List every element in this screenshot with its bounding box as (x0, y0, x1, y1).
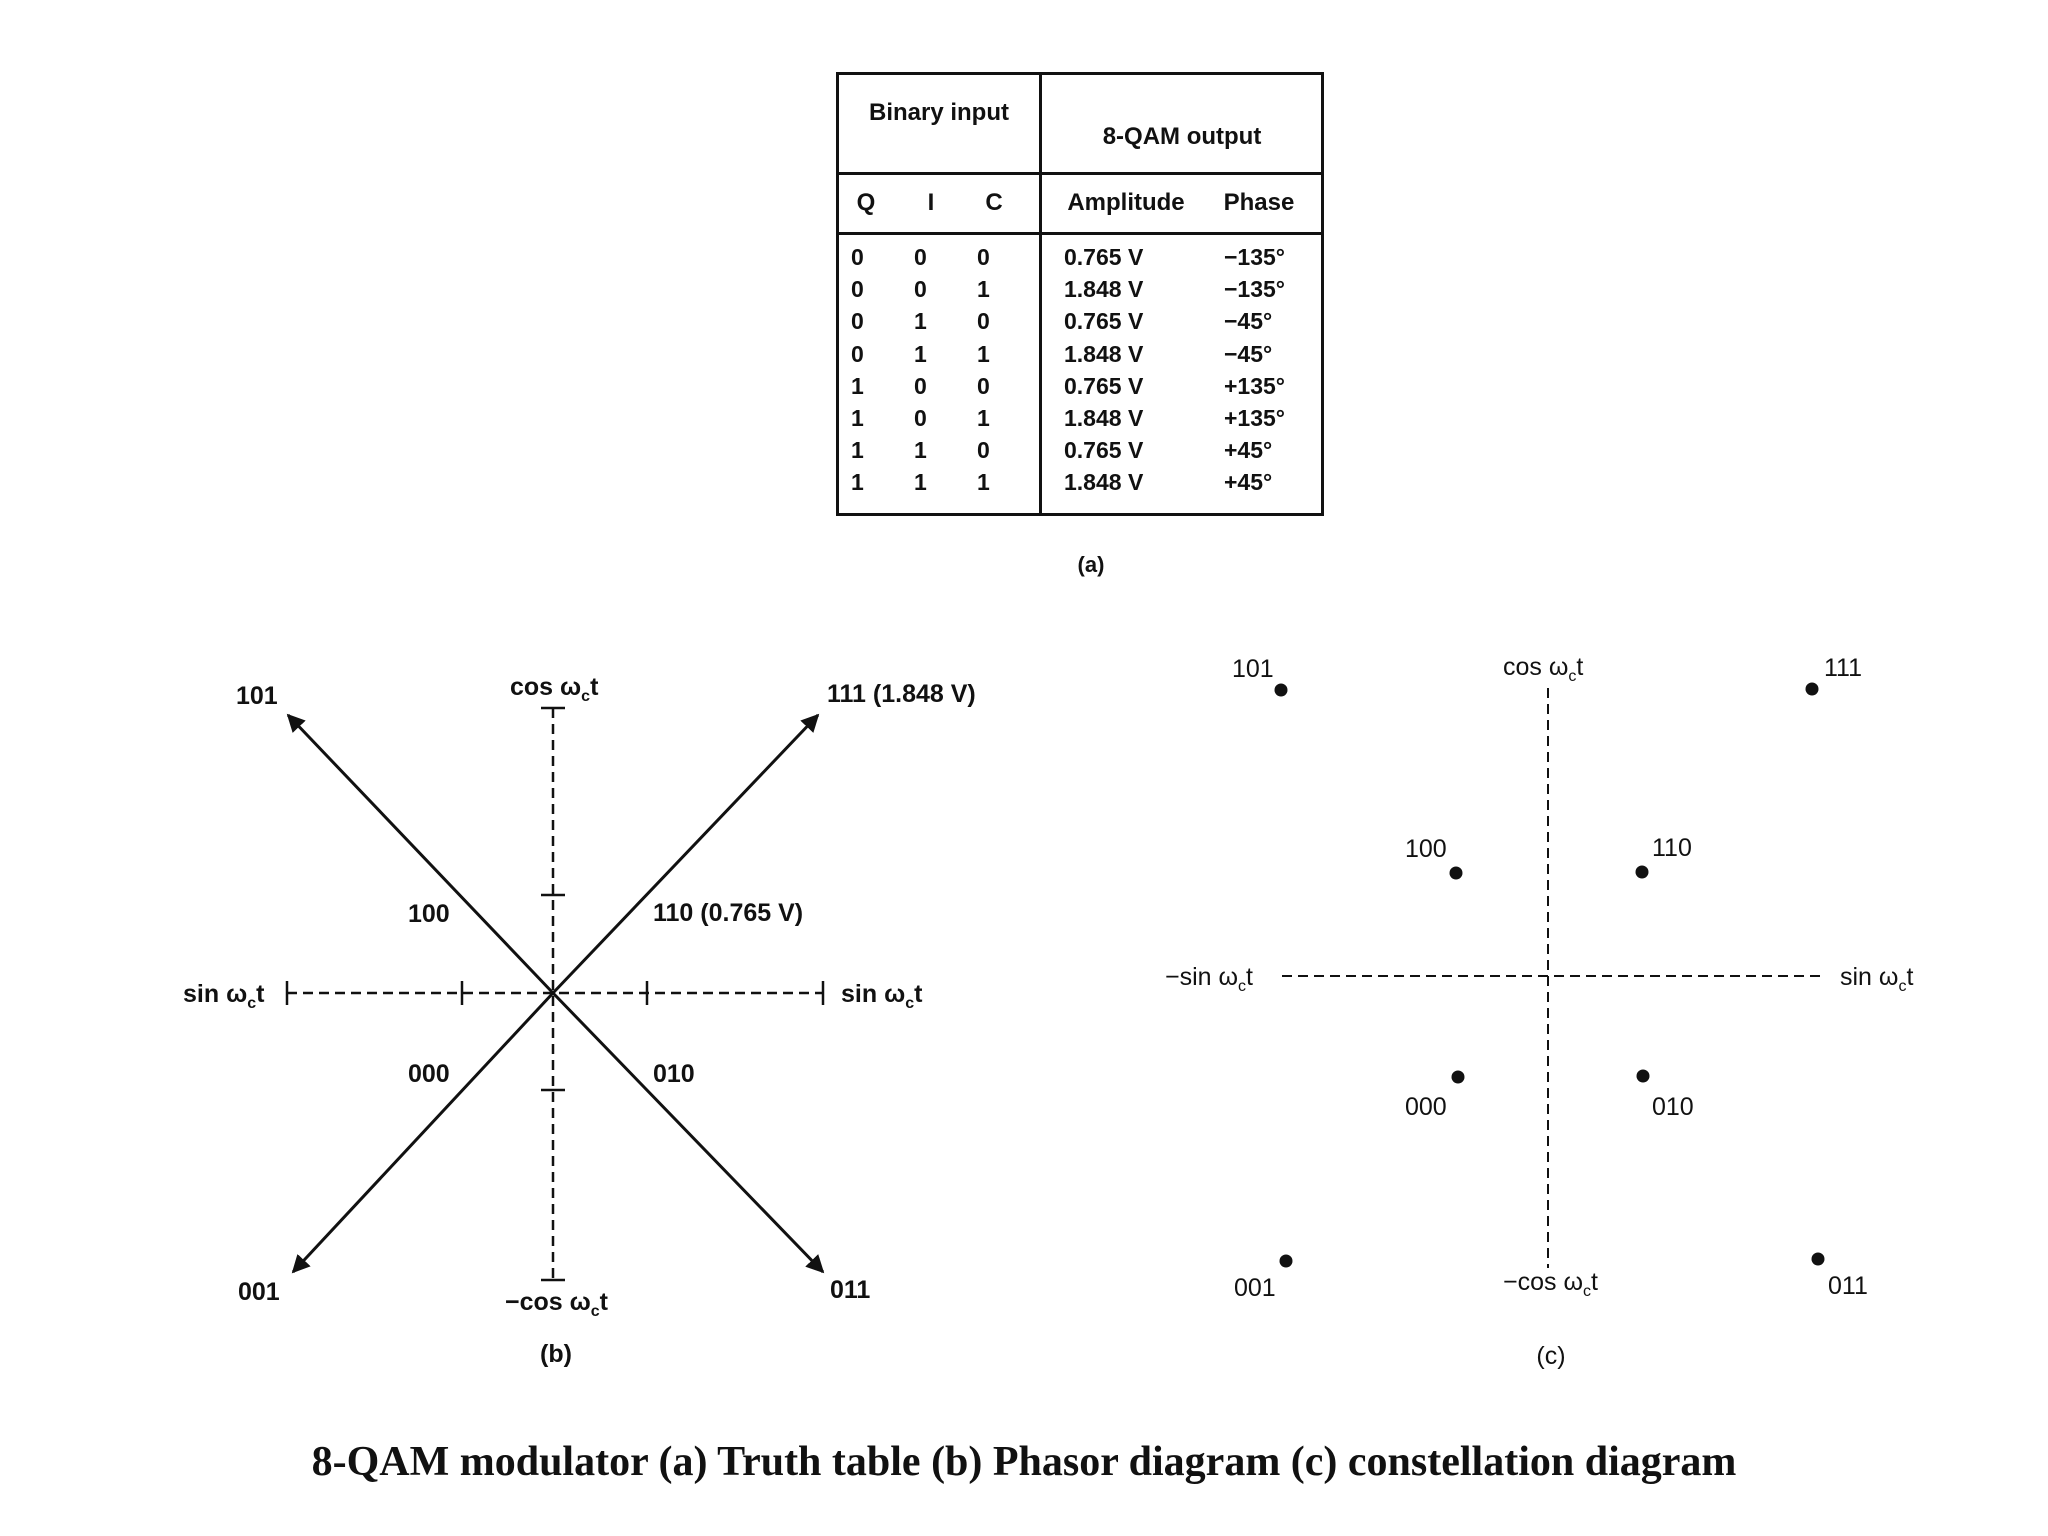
table-cell: 1.848 V (1064, 405, 1144, 431)
column-header-i: I (927, 189, 935, 216)
constellation-axis-top-label: $\cos \omega_ct$ (1503, 653, 1584, 685)
table-cell: 0 (851, 308, 864, 335)
phasor-label-011: 011 (830, 1276, 871, 1304)
point-110 (1636, 866, 1649, 879)
point-100 (1450, 867, 1463, 880)
table-cell: 0 (851, 276, 864, 303)
table-cell: 0 (914, 372, 927, 399)
point-010 (1637, 1070, 1650, 1083)
table-cell: 1 (851, 469, 864, 496)
table-cell: 0 (977, 308, 990, 335)
caption-b: (b) (540, 1340, 572, 1368)
constellation-label-001: 001 (1234, 1274, 1276, 1302)
table-cell: 1 (914, 308, 927, 335)
header-qam-output: 8-QAM output (1102, 123, 1262, 150)
phasor-diagram (183, 673, 976, 1368)
table-cell: 0 (977, 437, 990, 464)
table-cell: 1 (914, 469, 927, 496)
table-cell: +135° (1224, 405, 1286, 431)
point-011 (1812, 1253, 1825, 1266)
table-cell: 1 (977, 469, 990, 496)
table-cell: +135° (1224, 372, 1286, 399)
table-cell: −135° (1224, 276, 1286, 303)
constellation-axis-bottom-label: −cos $\omega_ct$ (1503, 1268, 1598, 1300)
table-cell: 0 (851, 340, 864, 367)
constellation-diagram (1165, 653, 1913, 1370)
phasor-axis-bottom-label: −cos $\omega_ct$ (505, 1288, 608, 1320)
phasor-label-100: 100 (408, 900, 450, 928)
phasor-label-111: 111 (1.848 V) (827, 680, 976, 708)
phasor-axis-left-label: $\sin \omega_ct$ (183, 980, 265, 1012)
phasor-arrow-010 (553, 993, 637, 1080)
phasor-arrow-011 (553, 993, 823, 1272)
column-header-c: C (985, 189, 1003, 216)
table-cell: 1.848 V (1064, 340, 1144, 367)
point-111 (1806, 683, 1819, 696)
phasor-label-000: 000 (408, 1060, 450, 1088)
constellation-label-100: 100 (1405, 835, 1447, 863)
table-cell: 1 (851, 405, 864, 431)
constellation-label-011: 011 (1828, 1272, 1868, 1300)
table-cell: 1 (914, 437, 927, 464)
table-cell: −135° (1224, 244, 1286, 270)
table-cell: 0 (914, 244, 927, 270)
table-cell: 1 (977, 276, 990, 303)
table-cell: 0 (977, 244, 990, 270)
table-cell: 1 (977, 340, 990, 367)
phasor-arrow-100 (476, 912, 553, 993)
constellation-label-010: 010 (1652, 1093, 1694, 1121)
phasor-arrow-110 (553, 912, 630, 993)
table-cell: 0 (914, 276, 927, 303)
table-cell: −45° (1224, 340, 1273, 367)
phasor-axis-top-label: $\cos \omega_ct$ (510, 673, 599, 705)
constellation-label-111: 111 (1824, 654, 1863, 682)
table-cell: 0.765 V (1064, 437, 1144, 464)
column-header-q: Q (856, 189, 876, 216)
table-cell: 0 (914, 405, 927, 431)
table-cell: 0 (977, 372, 990, 399)
constellation-label-101: 101 (1232, 655, 1274, 683)
constellation-label-000: 000 (1405, 1093, 1447, 1121)
table-cell: 1 (977, 405, 990, 431)
phasor-axis-right-label: $\sin \omega_ct$ (841, 980, 923, 1012)
table-cell: −45° (1224, 308, 1273, 335)
table-cell: 1.848 V (1064, 469, 1144, 496)
table-cell: 1 (851, 437, 864, 464)
column-header-amplitude: Amplitude (1067, 189, 1185, 216)
constellation-axis-right-label: $\sin \omega_ct$ (1840, 963, 1914, 995)
table-cell: 0.765 V (1064, 372, 1144, 399)
point-000 (1452, 1071, 1465, 1084)
constellation-label-110: 110 (1652, 834, 1692, 862)
phasor-arrow-101 (288, 715, 553, 993)
table-cell: 0 (851, 244, 864, 270)
header-binary-input: Binary input (868, 99, 1009, 126)
phasor-arrow-111 (553, 715, 818, 993)
caption-c: (c) (1536, 1342, 1566, 1370)
caption-a: (a) (1077, 552, 1105, 577)
table-cell: 0.765 V (1064, 244, 1144, 270)
constellation-axis-left-label: −sin $\omega_ct$ (1165, 963, 1253, 995)
table-cell: 0.765 V (1064, 308, 1144, 335)
phasor-label-110: 110 (0.765 V) (653, 899, 804, 927)
table-cell: 1 (914, 340, 927, 367)
table-cell: +45° (1224, 437, 1273, 464)
column-header-phase: Phase (1223, 189, 1295, 216)
phasor-label-001: 001 (238, 1278, 280, 1306)
table-cell: 1.848 V (1064, 276, 1144, 303)
phasor-label-010: 010 (653, 1060, 695, 1088)
point-101 (1275, 684, 1288, 697)
phasor-arrow-001 (293, 993, 553, 1272)
table-cell: 1 (851, 372, 864, 399)
phasor-arrow-000 (476, 993, 553, 1076)
point-001 (1280, 1255, 1293, 1268)
figure-caption: 8-QAM modulator (a) Truth table (b) Phasor diagram (c) constellation diagram (311, 1439, 1737, 1485)
phasor-label-101: 101 (236, 682, 278, 710)
table-cell: +45° (1224, 469, 1273, 496)
